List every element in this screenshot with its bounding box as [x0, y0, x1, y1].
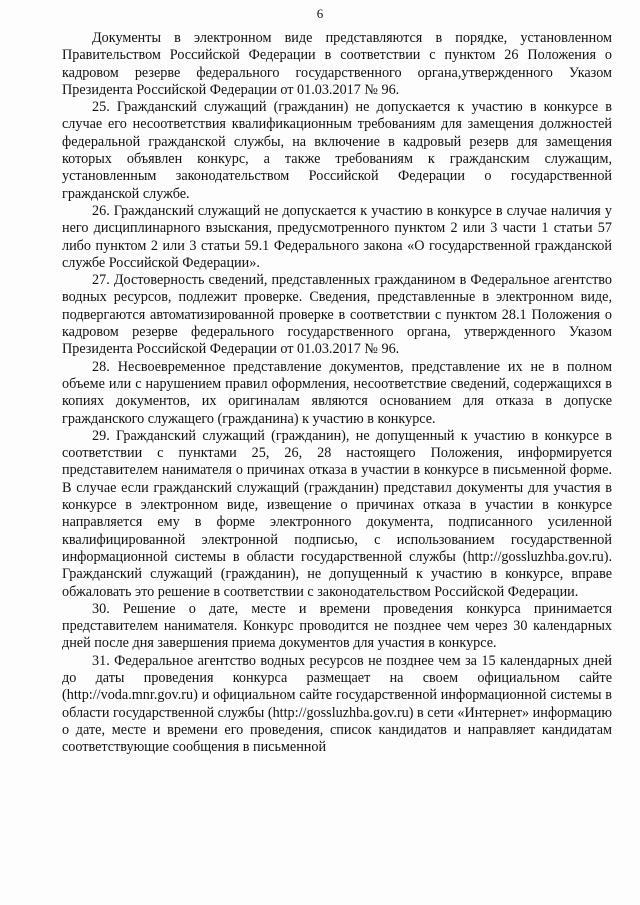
paragraph-25: 25. Гражданский служащий (гражданин) не допускается к участию в конкурсе в случае его несоответствия квалификационным требованиям для замещения должностей федеральной гражданской службы, на включение в кадровый резерв для замещения которых объявлен конкурс, а также требованиям к гражданским служащим, установленным законодательством Российской Федерации о государственной гражданской службе.	[62, 99, 612, 202]
document-body	[62, 30, 612, 756]
paragraph-intro: Документы в электронном виде представляются в порядке, установленном Правительством Российской Федерации в соответствии с пунктом 26 Положения о кадровом резерве федерального государственного органа,утвержденного Указом Президента Российской Федерации от 01.03.2017 № 96.	[62, 30, 612, 98]
page-number: 6	[316, 6, 324, 21]
paragraph-30: 30. Решение о дате, месте и времени проведения конкурса принимается представителем нанимателя. Конкурс проводится не позднее чем через 30 календарных дней после дня завершения приема документов для участия в конкурсе.	[62, 600, 612, 652]
paragraph-28: 28. Несвоевременное представление документов, представление их не в полном объеме или с нарушением правил оформления, несоответствие сведений, содержащихся в копиях документов, их оригиналам являются основанием для отказа в допуске гражданского служащего (гражданина) к участию в конкурсе.	[62, 358, 612, 427]
paragraph-29: 29. Гражданский служащий (гражданин), не допущенный к участию в конкурсе в соответствии с пунктами 25, 26, 28 настоящего Положения, информируется представителем нанимателя о причинах отказа в участии в конкурсе в письменной форме. В случае если гражданский служащий (гражданин) представил документы для участия в конкурсе в электронном виде, извещение о причинах отказа в участии в конкурсе направляется ему в форме электронного документа, подписанного усиленной квалифицированной электронной подписью, с использованием государственной информационной системы в области государственной службы (http://gossluzhba.gov.ru). Гражданский служащий (гражданин), не допущенный к участию в конкурсе, вправе обжаловать это решение в соответствии с законодательством Российской Федерации.	[62, 427, 612, 600]
paragraph-26: 26. Гражданский служащий не допускается к участию в конкурсе в случае наличия у него дисциплинарного взыскания, предусмотренного пунктом 2 или 3 части 1 статьи 57 либо пунктом 2 или 3 статьи 59.1 Федерального закона «О государственной гражданской службе Российской Федерации».	[62, 202, 612, 271]
paragraph-27: 27. Достоверность сведений, представленных гражданином в Федеральное агентство водных ресурсов, подлежит проверке. Сведения, представленные в электронном виде, подвергаются автоматизированной проверке в соответствии с пунктом 28.1 Положения о кадровом резерве федерального государственного органа, утвержденного Указом Президента Российской Федерации от 01.03.2017 № 96.	[62, 272, 612, 358]
paragraph-31: 31. Федеральное агентство водных ресурсов не позднее чем за 15 календарных дней до даты проведения конкурса размещает на своем официальном сайте (http://voda.mnr.gov.ru) и официальном сайте государственной информационной системы в области государственной службы (http://gossluzhba.gov.ru) в сети «Интернет» информацию о дате, месте и времени его проведения, список кандидатов и направляет кандидатам соответствующие сообщения в письменной	[62, 652, 612, 756]
